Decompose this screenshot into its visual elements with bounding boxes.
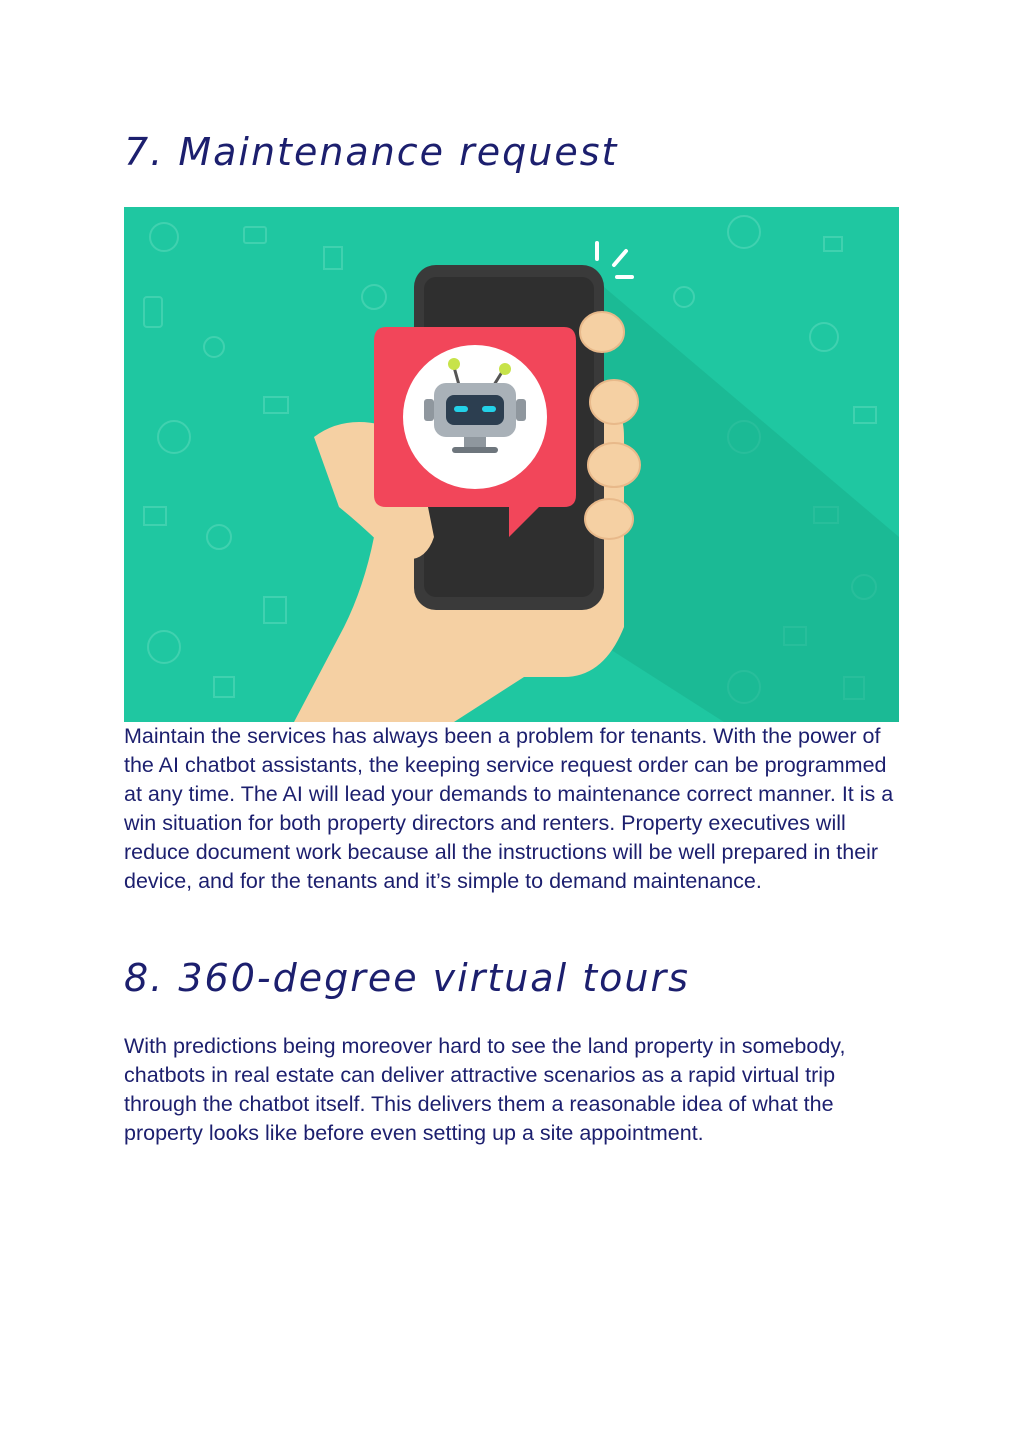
section-7-heading: 7. Maintenance request — [124, 130, 619, 174]
chatbot-phone-illustration — [124, 207, 899, 722]
section-8-heading: 8. 360-degree virtual tours — [124, 956, 690, 1000]
section-7-body: Maintain the services has always been a problem for tenants. With the power of the AI chatbot assistants, the keeping service request order can be programmed at any time. The AI will lead your demands to maintenance correct manner. It is a win situation for both property directors and renters. Property executives will reduce document work because all the instructions will be well prepared in their device, and for the tenants and it’s simple to demand maintenance. — [124, 724, 894, 893]
section-8-body: With predictions being moreover hard to see the land property in somebody, chatbots in real estate can deliver attractive scenarios as a rapid virtual trip through the chatbot itself. This delivers them a reasonable idea of what the property looks like before even setting up a site appointment. — [124, 1034, 846, 1145]
